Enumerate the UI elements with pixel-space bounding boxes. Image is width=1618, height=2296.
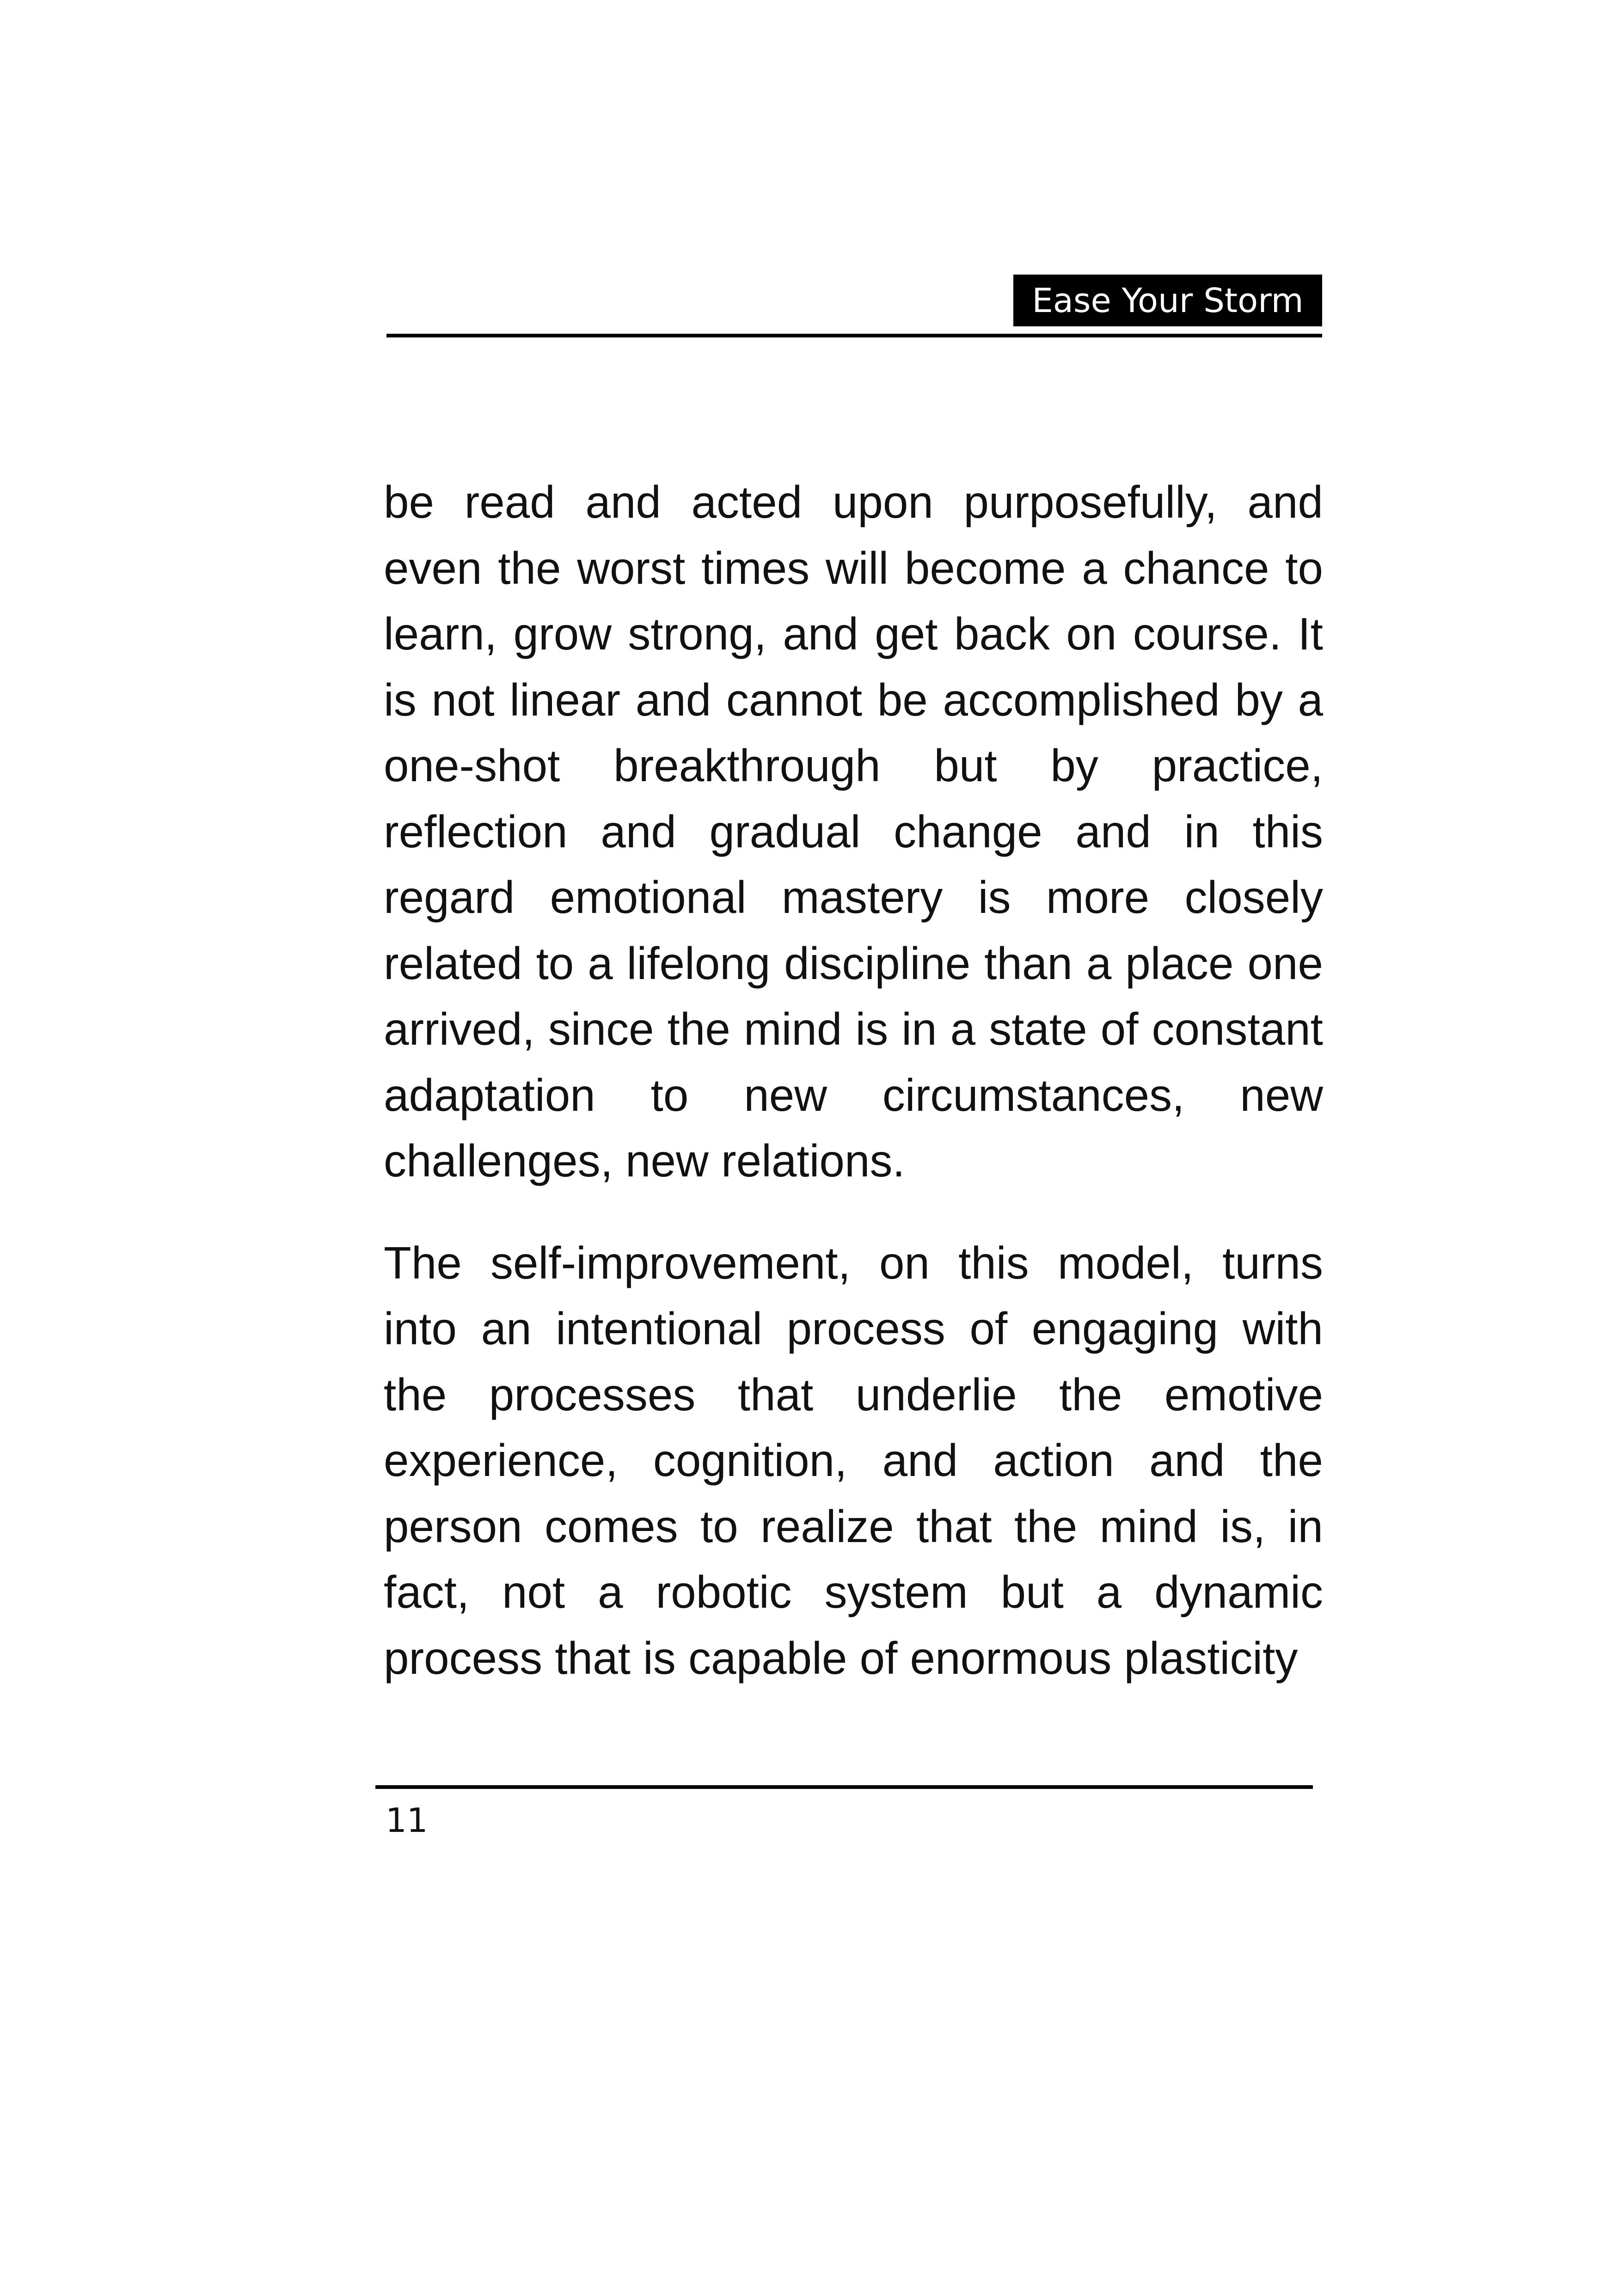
page-body [384,469,1323,1691]
body-paragraph-2: The self-improvement, on this model, turns into an intentional process of engaging with the processes that underlie the emotive experience, cognition, and action and the person comes to realize that the mind is, in fact, not a robotic system but a dynamic process that is capable of enormous plasticity [384,1237,1323,1684]
footer-divider [375,1785,1313,1789]
body-paragraph-1: be read and acted upon purposefully, and even the worst times will become a chance to learn, grow strong, and get back on course. It is not linear and cannot be accomplished by a one-shot breakthrough but by practice, reflection and gradual change and in this regard emotional mastery is more closely related to a lifelong discipline than a place one arrived, since the mind is in a state of constant adaptation to new circumstances, new challenges, new relations. [384,477,1323,1186]
page-number: 11 [386,1801,428,1840]
running-header-title: Ease Your Storm [1013,275,1322,326]
header-divider [386,334,1322,337]
